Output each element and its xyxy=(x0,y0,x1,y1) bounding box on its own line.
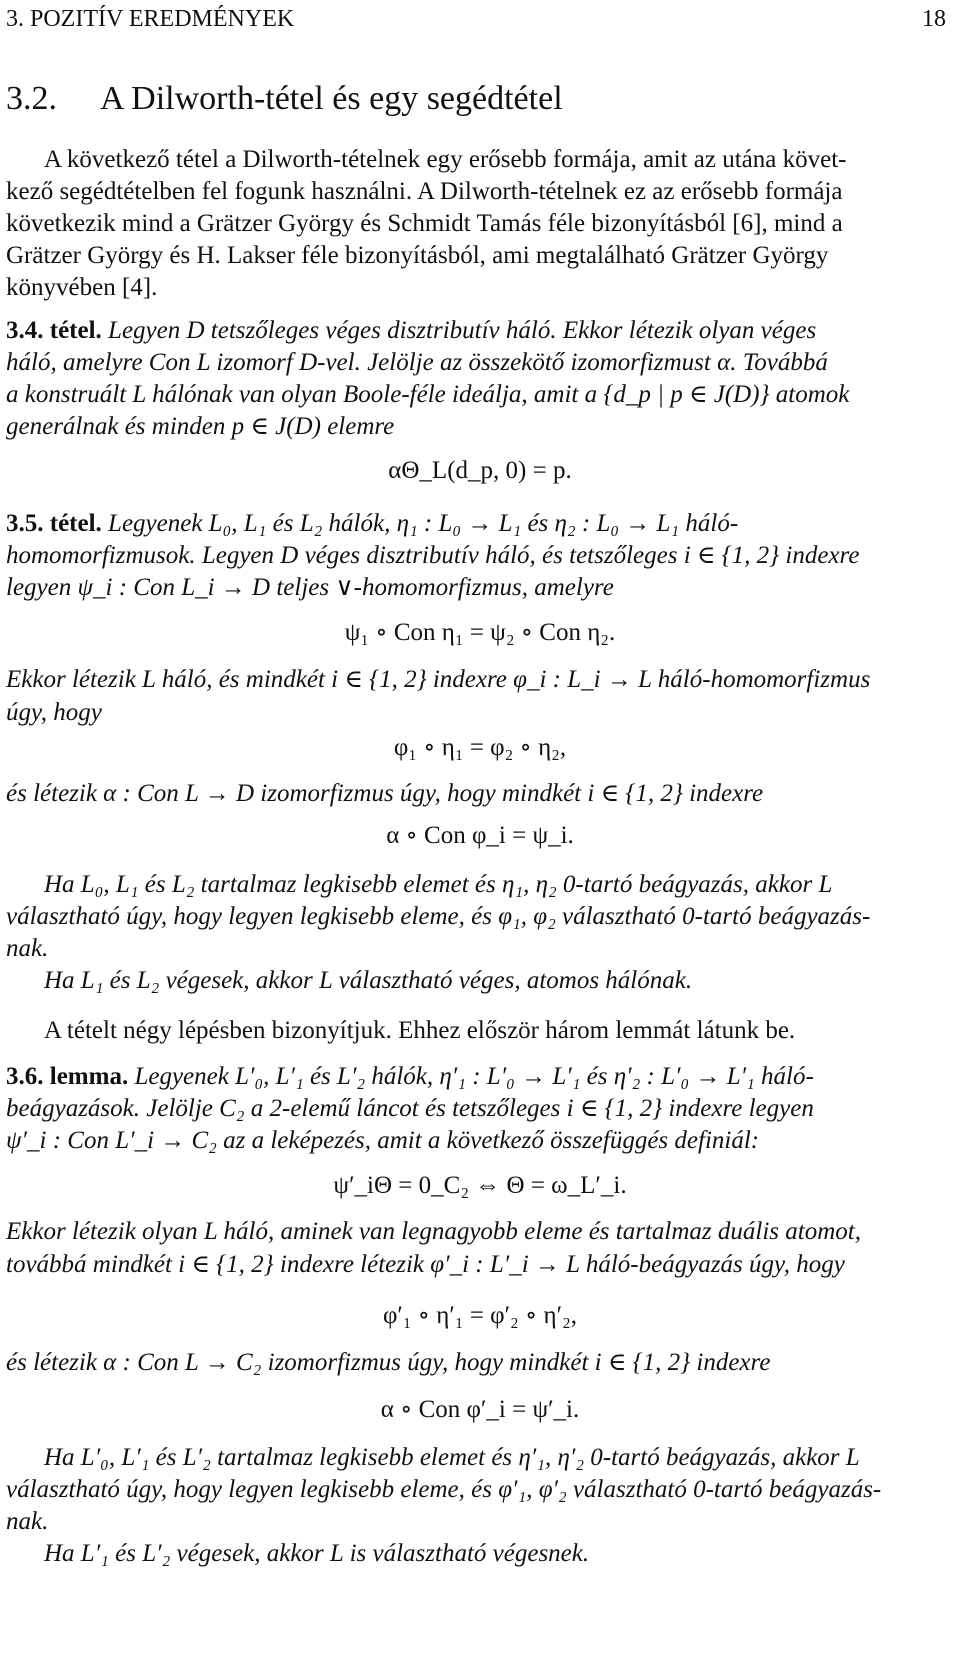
intro-line-2: kező segédtételben fel fogunk használni. A Dilworth-tételnek ez az erősebb formája xyxy=(6,178,843,205)
section-title: A Dilworth-tétel és egy segédtétel xyxy=(100,80,563,117)
theorem-3-5-line-5: úgy, hogy xyxy=(6,699,102,726)
lemma-3-6-line-7: Ha L′₀, L′₁ és L′₂ tartalmaz legkisebb elemet és η′₁, η′₂ 0-tartó beágyazás, akkor L xyxy=(44,1444,860,1471)
lemma-3-6-line-6: és létezik α : Con L → C₂ izomorfizmus úgy, hogy mindkét i ∈ {1, 2} indexre xyxy=(6,1349,771,1376)
lemma-3-6-line-2: beágyazások. Jelölje C₂ a 2-elemű láncot és tetszőleges i ∈ {1, 2} indexre legyen xyxy=(6,1095,814,1122)
theorem-3-5-text-1: Legyenek L₀, L₁ és L₂ hálók, η₁ : L₀ → L₁ és η₂ : L₀ → L₁ háló- xyxy=(108,510,739,537)
theorem-3-5-line-10: Ha L₁ és L₂ végesek, akkor L választható véges, atomos hálónak. xyxy=(44,967,693,994)
proof-intro: A tételt négy lépésben bizonyítjuk. Ehhez először három lemmát látunk be. xyxy=(44,1017,796,1044)
theorem-3-5-line-6: és létezik α : Con L → D izomorfizmus úgy, hogy mindkét i ∈ {1, 2} indexre xyxy=(6,780,764,807)
intro-line-4: Grätzer György és H. Lakser féle bizonyításból, ami megtalálható Grätzer György xyxy=(6,242,829,269)
lemma-3-6-equation-3: α ∘ Con φ′_i = ψ′_i. xyxy=(380,1396,580,1423)
theorem-3-4-equation: αΘ_L(d_p, 0) = p. xyxy=(388,457,572,484)
intro-line-5: könyvében [4]. xyxy=(6,274,158,301)
theorem-3-5-equation-1: ψ₁ ∘ Con η₁ = ψ₂ ∘ Con η₂. xyxy=(344,619,616,646)
lemma-3-6-line-9: nak. xyxy=(6,1508,49,1535)
theorem-3-5-line-4: Ekkor létezik L háló, és mindkét i ∈ {1, 2} indexre φ_i : L_i → L háló-homomorfizmus xyxy=(6,666,871,693)
lemma-3-6-equation-2: φ′₁ ∘ η′₁ = φ′₂ ∘ η′₂, xyxy=(382,1302,578,1329)
theorem-3-5-line-8: választható úgy, hogy legyen legkisebb eleme, és φ₁, φ₂ választható 0-tartó beágyazás- xyxy=(6,903,871,930)
theorem-3-5-line-7: Ha L₀, L₁ és L₂ tartalmaz legkisebb elemet és η₁, η₂ 0-tartó beágyazás, akkor L xyxy=(44,871,833,898)
intro-line-1: A következő tétel a Dilworth-tételnek egy erősebb formája, amit az utána követ- xyxy=(44,146,847,173)
lemma-3-6-equation-1: ψ′_iΘ = 0_C₂ ⇔ Θ = ω_L′_i. xyxy=(333,1172,627,1199)
theorem-3-5-line-2: homomorfizmusok. Legyen D véges disztributív háló, és tetszőleges i ∈ {1, 2} indexre xyxy=(6,542,860,569)
theorem-3-5-line-9: nak. xyxy=(6,935,49,962)
theorem-3-4-line-4: generálnak és minden p ∈ J(D) elemre xyxy=(6,413,395,440)
intro-line-3: következik mind a Grätzer György és Schmidt Tamás féle bizonyításból [6], mind a xyxy=(6,210,843,237)
lemma-3-6-text-1: Legyenek L′₀, L′₁ és L′₂ hálók, η′₁ : L′₀ → L′₁ és η′₂ : L′₀ → L′₁ háló- xyxy=(134,1063,814,1090)
section-heading xyxy=(6,80,563,118)
running-header xyxy=(6,6,946,33)
lemma-3-6-label: 3.6. lemma. xyxy=(6,1063,129,1090)
theorem-3-5-line-1 xyxy=(6,508,738,540)
theorem-3-5-equation-2: φ₁ ∘ η₁ = φ₂ ∘ η₂, xyxy=(393,734,567,761)
lemma-3-6-line-5: továbbá mindkét i ∈ {1, 2} indexre létezik φ′_i : L′_i → L háló-beágyazás úgy, hogy xyxy=(6,1251,845,1278)
theorem-3-4-label: 3.4. tétel. xyxy=(6,317,102,344)
lemma-3-6-line-8: választható úgy, hogy legyen legkisebb eleme, és φ′₁, φ′₂ választható 0-tartó beágyazás- xyxy=(6,1476,882,1503)
theorem-3-5-equation-3: α ∘ Con φ_i = ψ_i. xyxy=(386,822,574,849)
theorem-3-5-label: 3.5. tétel. xyxy=(6,510,102,537)
lemma-3-6-line-4: Ekkor létezik olyan L háló, aminek van legnagyobb eleme és tartalmaz duális atomot, xyxy=(6,1218,861,1245)
theorem-3-4-line-1 xyxy=(6,315,816,347)
theorem-3-4-line-3: a konstruált L hálónak van olyan Boole-féle ideálja, amit a {d_p | p ∈ J(D)} atomok xyxy=(6,381,850,408)
lemma-3-6-line-1 xyxy=(6,1061,814,1093)
theorem-3-5-line-3: legyen ψ_i : Con L_i → D teljes ∨-homomorfizmus, amelyre xyxy=(6,574,614,601)
lemma-3-6-line-10: Ha L′₁ és L′₂ végesek, akkor L is választható végesnek. xyxy=(44,1540,590,1567)
theorem-3-4-text-1: Legyen D tetszőleges véges disztributív háló. Ekkor létezik olyan véges xyxy=(108,317,817,344)
theorem-3-4-line-2: háló, amelyre Con L izomorf D-vel. Jelölje az összekötő izomorfizmust α. Továbbá xyxy=(6,349,828,376)
lemma-3-6-line-3: ψ′_i : Con L′_i → C₂ az a leképezés, amit a következő összefüggés definiál: xyxy=(6,1127,760,1154)
section-number: 3.2. xyxy=(6,80,57,117)
chapter-title: 3. POZITÍV EREDMÉNYEK xyxy=(6,6,295,32)
page-number: 18 xyxy=(922,6,946,32)
